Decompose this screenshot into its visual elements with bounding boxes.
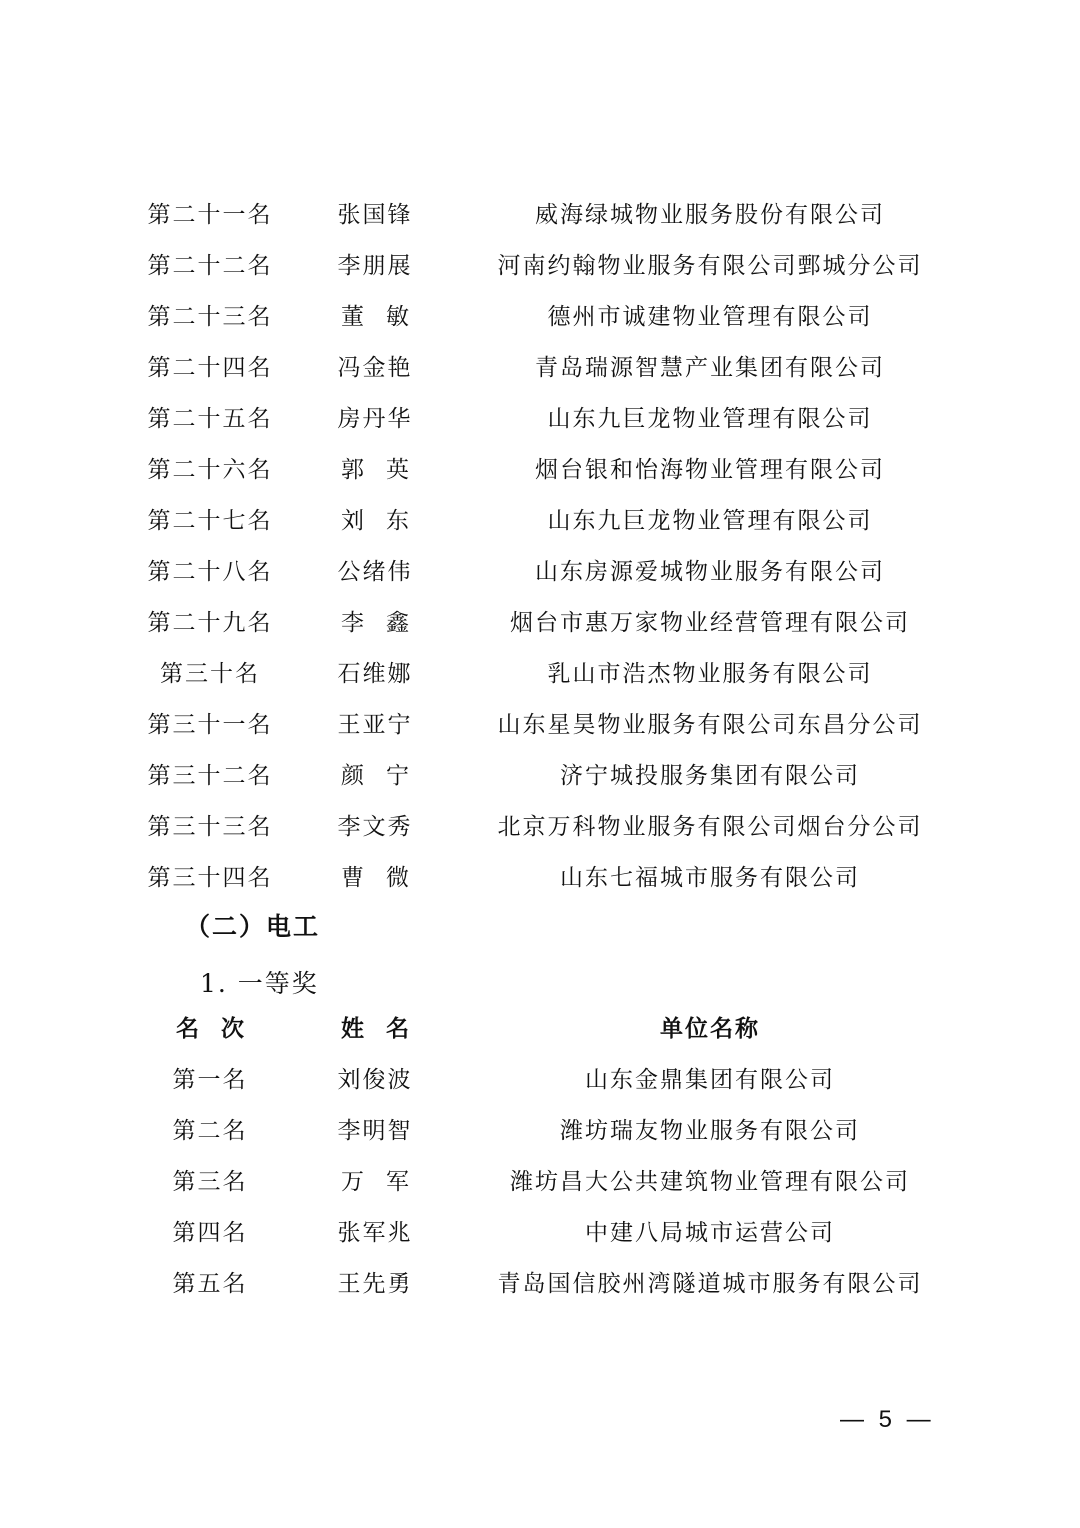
table-row xyxy=(0,195,1080,235)
section-title: （二）电工 xyxy=(185,912,321,941)
rank-cell: 第三十三名 xyxy=(147,814,273,840)
table-row xyxy=(0,399,1080,439)
unit-cell: 山东星昊物业服务有限公司东昌分公司 xyxy=(497,712,923,738)
name-cell: 刘俊波 xyxy=(337,1067,413,1093)
name-cell: 颜宁 xyxy=(341,763,431,789)
name-cell: 刘东 xyxy=(341,508,431,534)
table-row xyxy=(0,1111,1080,1151)
rank-cell: 第三十二名 xyxy=(147,763,273,789)
rank-cell: 第三十名 xyxy=(160,661,260,687)
rank-cell: 第三十一名 xyxy=(147,712,273,738)
table-row xyxy=(0,654,1080,694)
name-cell: 万军 xyxy=(341,1169,431,1195)
table-row xyxy=(0,450,1080,490)
rank-cell: 第二十八名 xyxy=(147,559,273,585)
table-row xyxy=(0,552,1080,592)
name-cell: 石维娜 xyxy=(337,661,413,687)
unit-cell: 烟台市惠万家物业经营管理有限公司 xyxy=(510,610,910,636)
name-cell: 李文秀 xyxy=(337,814,413,840)
rank-cell: 第二十九名 xyxy=(147,610,273,636)
name-cell: 曹微 xyxy=(341,865,431,891)
unit-cell: 德州市诚建物业管理有限公司 xyxy=(547,304,873,330)
table-row xyxy=(0,705,1080,745)
header-rank: 名次 xyxy=(176,1016,266,1042)
rank-cell: 第四名 xyxy=(172,1220,248,1246)
table-row xyxy=(0,1162,1080,1202)
unit-cell: 河南约翰物业服务有限公司鄄城分公司 xyxy=(497,253,923,279)
table-row xyxy=(0,246,1080,286)
table-row xyxy=(0,756,1080,796)
name-cell: 公绪伟 xyxy=(337,559,413,585)
table-row xyxy=(0,1213,1080,1253)
name-cell: 王先勇 xyxy=(337,1271,413,1297)
name-cell: 冯金艳 xyxy=(337,355,413,381)
name-cell: 张国锋 xyxy=(337,202,413,228)
unit-cell: 潍坊瑞友物业服务有限公司 xyxy=(560,1118,860,1144)
unit-cell: 北京万科物业服务有限公司烟台分公司 xyxy=(497,814,923,840)
name-cell: 房丹华 xyxy=(337,406,413,432)
unit-cell: 威海绿城物业服务股份有限公司 xyxy=(535,202,885,228)
unit-cell: 山东九巨龙物业管理有限公司 xyxy=(547,406,873,432)
sub-title: 1. 一等奖 xyxy=(200,969,319,998)
name-cell: 张军兆 xyxy=(337,1220,413,1246)
table-row xyxy=(0,807,1080,847)
table-row xyxy=(0,297,1080,337)
name-cell: 李明智 xyxy=(337,1118,413,1144)
unit-cell: 山东七福城市服务有限公司 xyxy=(560,865,860,891)
rank-cell: 第五名 xyxy=(172,1271,248,1297)
table-row xyxy=(0,1060,1080,1100)
unit-cell: 乳山市浩杰物业服务有限公司 xyxy=(547,661,873,687)
rank-cell: 第二十二名 xyxy=(147,253,273,279)
page-number: — 5 — xyxy=(840,1406,935,1433)
rank-cell: 第二名 xyxy=(172,1118,248,1144)
rank-cell: 第二十七名 xyxy=(147,508,273,534)
unit-cell: 烟台银和怡海物业管理有限公司 xyxy=(535,457,885,483)
name-cell: 王亚宁 xyxy=(337,712,413,738)
unit-cell: 潍坊昌大公共建筑物业管理有限公司 xyxy=(510,1169,910,1195)
table-row xyxy=(0,1264,1080,1304)
rank-cell: 第三名 xyxy=(172,1169,248,1195)
table-header xyxy=(0,1009,1080,1049)
rank-cell: 第三十四名 xyxy=(147,865,273,891)
header-unit: 单位名称 xyxy=(660,1016,760,1042)
rank-cell: 第一名 xyxy=(172,1067,248,1093)
unit-cell: 山东房源爱城物业服务有限公司 xyxy=(535,559,885,585)
unit-cell: 青岛国信胶州湾隧道城市服务有限公司 xyxy=(497,1271,923,1297)
name-cell: 郭英 xyxy=(341,457,431,483)
header-name: 姓名 xyxy=(341,1016,431,1042)
table-row xyxy=(0,603,1080,643)
table-row xyxy=(0,858,1080,898)
name-cell: 李鑫 xyxy=(341,610,431,636)
rank-cell: 第二十一名 xyxy=(147,202,273,228)
name-cell: 董敏 xyxy=(341,304,431,330)
table-row xyxy=(0,348,1080,388)
table-row xyxy=(0,501,1080,541)
rank-cell: 第二十四名 xyxy=(147,355,273,381)
unit-cell: 山东金鼎集团有限公司 xyxy=(585,1067,835,1093)
rank-cell: 第二十三名 xyxy=(147,304,273,330)
name-cell: 李朋展 xyxy=(337,253,413,279)
unit-cell: 山东九巨龙物业管理有限公司 xyxy=(547,508,873,534)
rank-cell: 第二十五名 xyxy=(147,406,273,432)
unit-cell: 中建八局城市运营公司 xyxy=(585,1220,835,1246)
unit-cell: 青岛瑞源智慧产业集团有限公司 xyxy=(535,355,885,381)
rank-cell: 第二十六名 xyxy=(147,457,273,483)
unit-cell: 济宁城投服务集团有限公司 xyxy=(560,763,860,789)
